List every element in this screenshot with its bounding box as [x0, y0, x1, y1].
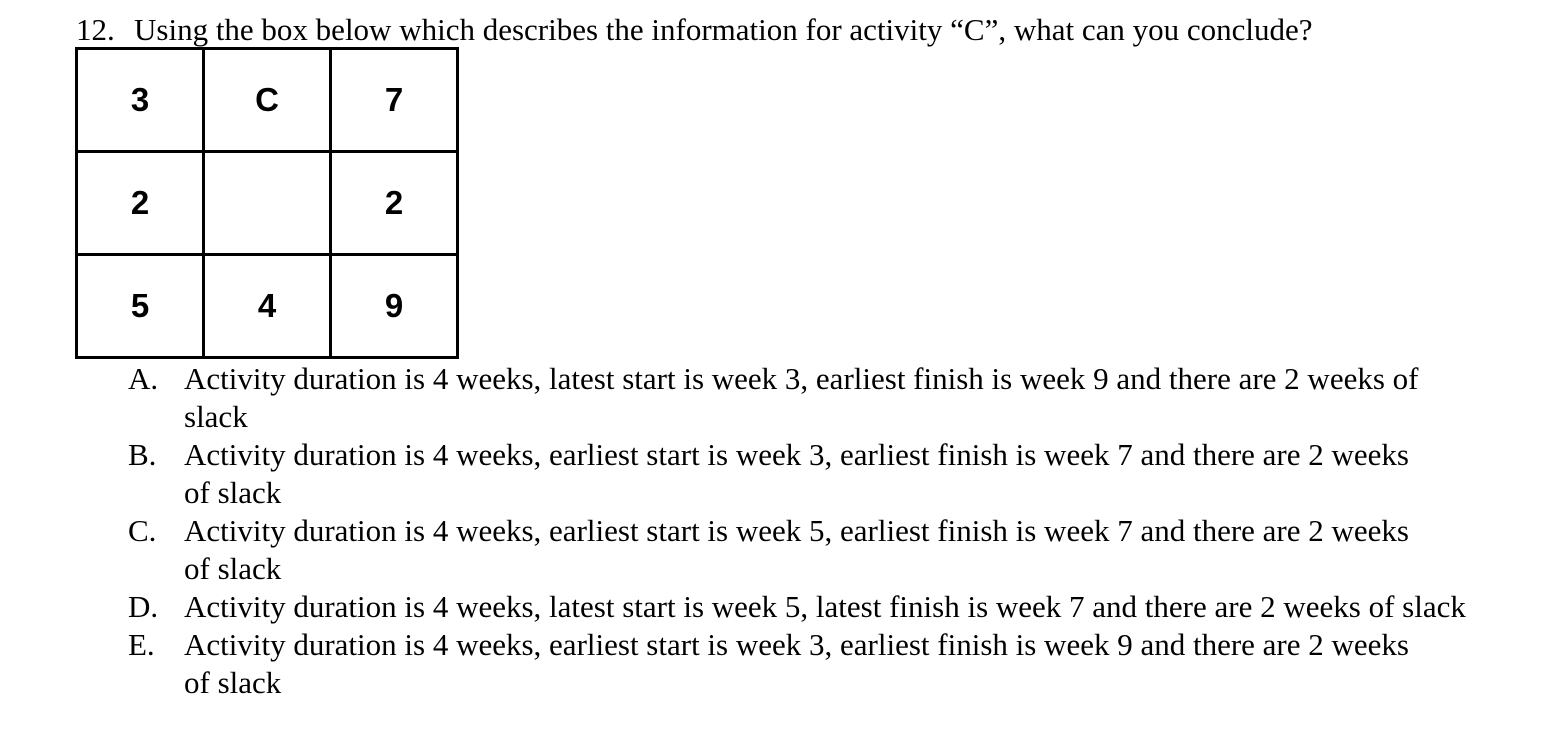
question-number: 12. [76, 12, 115, 47]
box-cell-bottom-center: 4 [204, 255, 331, 358]
box-cell-middle-right: 2 [331, 152, 458, 255]
option-letter: E. [128, 627, 155, 662]
box-cell-bottom-left: 5 [77, 255, 204, 358]
option-text: Activity duration is 4 weeks, earliest start is week 3, earliest finish is week 9 and there are 2 weeks of slack [184, 627, 1409, 700]
option-letter: B. [128, 437, 157, 472]
activity-box-row-bottom [77, 255, 458, 358]
box-cell-top-left: 3 [77, 49, 204, 152]
box-cell-top-center: C [204, 49, 331, 152]
answer-option-e[interactable] [128, 626, 1528, 702]
answer-option-a[interactable] [128, 360, 1528, 436]
box-cell-bottom-right: 9 [331, 255, 458, 358]
answer-option-c[interactable] [128, 512, 1528, 588]
option-text: Activity duration is 4 weeks, latest start is week 3, earliest finish is week 9 and there are 2 weeks of slack [184, 361, 1419, 434]
box-cell-middle-left: 2 [77, 152, 204, 255]
answer-option-b[interactable] [128, 436, 1528, 512]
option-letter: A. [128, 361, 159, 396]
box-cell-middle-center [204, 152, 331, 255]
option-letter: D. [128, 589, 159, 624]
option-text: Activity duration is 4 weeks, latest start is week 5, latest finish is week 7 and there are 2 weeks of slack [184, 589, 1466, 624]
activity-box-row-top [77, 49, 458, 152]
question-heading [76, 10, 1313, 50]
activity-node-box [75, 47, 459, 359]
answer-options [128, 360, 1528, 702]
option-letter: C. [128, 513, 157, 548]
option-text: Activity duration is 4 weeks, earliest start is week 3, earliest finish is week 7 and there are 2 weeks of slack [184, 437, 1409, 510]
option-text: Activity duration is 4 weeks, earliest start is week 5, earliest finish is week 7 and there are 2 weeks of slack [184, 513, 1409, 586]
box-cell-top-right: 7 [331, 49, 458, 152]
question-text: Using the box below which describes the information for activity “C”, what can you conclude? [134, 12, 1313, 47]
activity-box-row-middle [77, 152, 458, 255]
answer-option-d[interactable] [128, 588, 1528, 626]
